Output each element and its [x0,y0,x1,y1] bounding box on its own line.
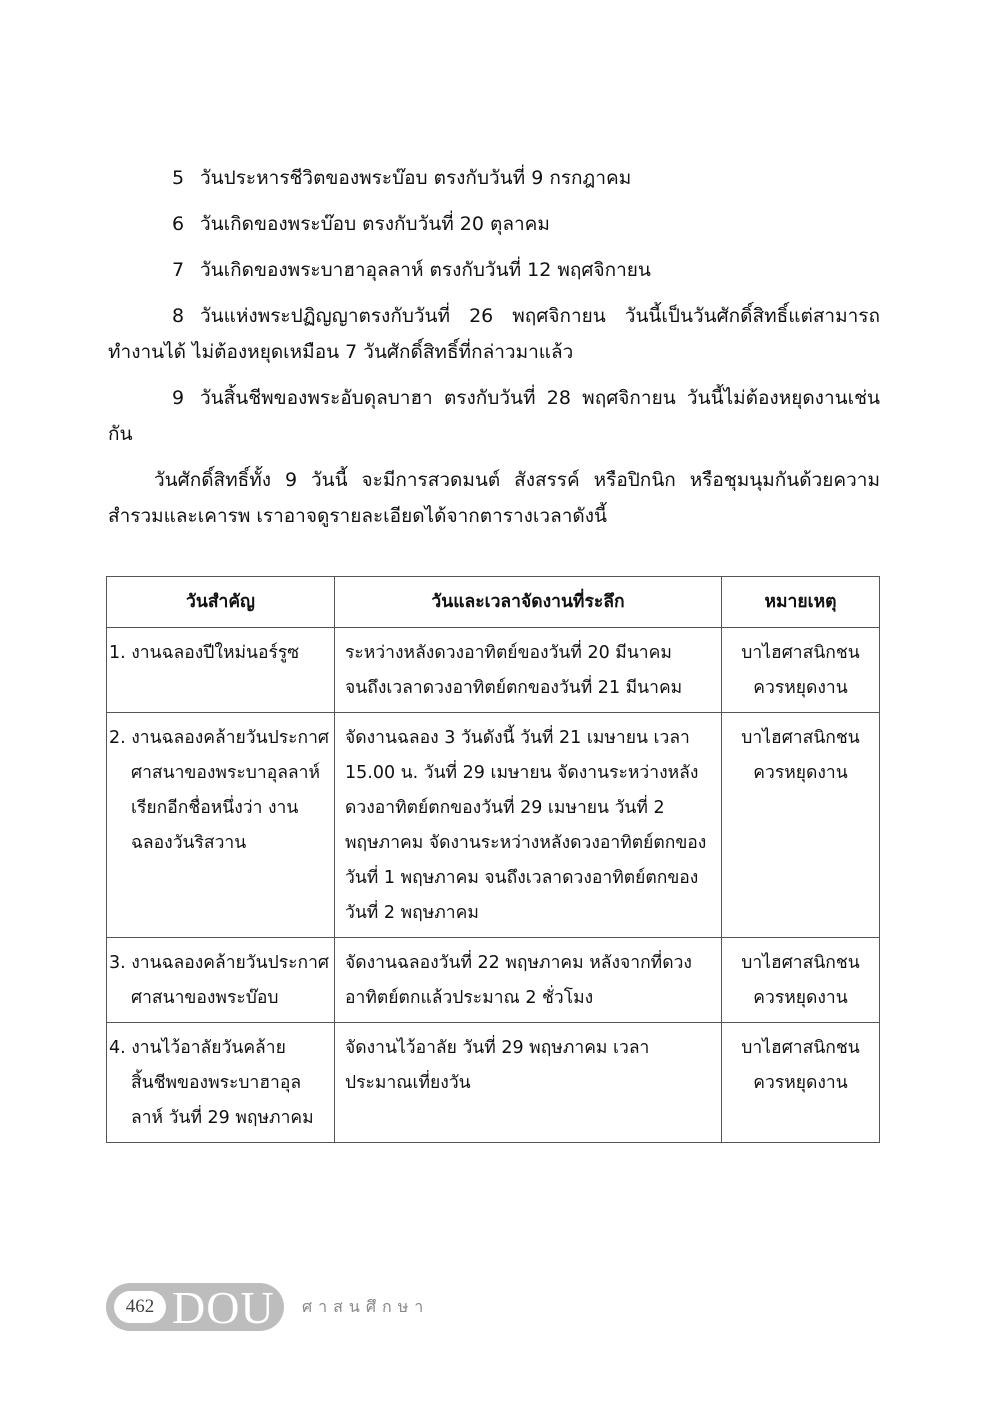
item-number: 7 [172,259,185,281]
dou-badge [106,1283,284,1331]
page-footer [106,1282,429,1332]
item-text: วันแห่งพระปฏิญญาตรงกับวันที่ 26 พฤศจิกายน วันนี้เป็นวันศักดิ์สิทธิ์แต่สามารถทำงานได้ ไม่ต้องหยุดเหมือน 7 วันศักดิ์สิทธิ์ที่กล่าวมาแล้ว [108,305,880,363]
item-number: 9 [172,387,185,409]
cell-time: ระหว่างหลังดวงอาทิตย์ของวันที่ 20 มีนาคม จนถึงเวลาดวงอาทิตย์ตกของวันที่ 21 มีนาคม [335,628,722,713]
cell-time: จัดงานไว้อาลัย วันที่ 29 พฤษภาคม เวลาประมาณเที่ยงวัน [335,1023,722,1143]
list-item [108,160,880,196]
cell-day: 1. งานฉลองปีใหม่นอร์รูซ [107,628,335,713]
cell-time: จัดงานฉลองวันที่ 22 พฤษภาคม หลังจากที่ดวงอาทิตย์ตกแล้วประมาณ 2 ชั่วโมง [335,938,722,1023]
table-row [107,713,880,938]
brand-logo-text: DOU [172,1282,275,1333]
table-row [107,1023,880,1143]
cell-note: บาไฮศาสนิกชน ควรหยุดงาน [722,713,880,938]
item-number: 6 [172,213,185,235]
body-text [108,160,880,534]
list-item [108,298,880,370]
item-number: 5 [172,167,185,189]
header-important-day: วันสำคัญ [107,577,335,628]
holy-days-table [106,576,880,1143]
cell-day: 3. งานฉลองคล้ายวันประกาศศาสนาของพระบ๊อบ [107,938,335,1023]
list-item [108,380,880,452]
subject-title: ศาสนศึกษา [302,1296,430,1316]
cell-day: 4. งานไว้อาลัยวันคล้ายสิ้นชีพของพระบาฮาอุลลาห์ วันที่ 29 พฤษภาคม [107,1023,335,1143]
cell-note: บาไฮศาสนิกชน ควรหยุดงาน [722,1023,880,1143]
item-text: วันสิ้นชีพของพระอับดุลบาฮา ตรงกับวันที่ 28 พฤศจิกายน วันนี้ไม่ต้องหยุดงานเช่นกัน [108,387,880,445]
cell-note: บาไฮศาสนิกชน ควรหยุดงาน [722,938,880,1023]
cell-day: 2. งานฉลองคล้ายวันประกาศศาสนาของพระบาอุลลาห์ เรียกอีกชื่อหนึ่งว่า งานฉลองวันริสวาน [107,713,335,938]
item-text: วันประหารชีวิตของพระบ๊อบ ตรงกับวันที่ 9 กรกฎาคม [200,167,632,189]
item-number: 8 [172,305,185,327]
table-header-row [107,577,880,628]
cell-note: บาไฮศาสนิกชน ควรหยุดงาน [722,628,880,713]
list-item [108,206,880,242]
item-text: วันเกิดของพระบ๊อบ ตรงกับวันที่ 20 ตุลาคม [200,213,550,235]
page-number: 462 [114,1291,166,1323]
summary-paragraph: วันศักดิ์สิทธิ์ทั้ง 9 วันนี้ จะมีการสวดมนต์ สังสรรค์ หรือปิกนิก หรือชุมนุมกันด้วยความสำรวมและเคารพ เราอาจดูรายละเอียดได้จากตารางเวลาดังนี้ [108,469,880,527]
table-row [107,938,880,1023]
header-remarks: หมายเหตุ [722,577,880,628]
header-date-time: วันและเวลาจัดงานที่ระลึก [335,577,722,628]
item-text: วันเกิดของพระบาฮาอุลลาห์ ตรงกับวันที่ 12 พฤศจิกายน [200,259,651,281]
cell-time: จัดงานฉลอง 3 วันดังนี้ วันที่ 21 เมษายน เวลา 15.00 น. วันที่ 29 เมษายน จัดงานระหว่างหลังดวงอาทิตย์ตกของวันที่ 29 เมษายน วันที่ 2 พฤษภาคม จัดงานระหว่างหลังดวงอาทิตย์ตกของวันที่ 1 พฤษภาคม จนถึงเวลาดวงอาทิตย์ตกของวันที่ 2 พฤษภาคม [335,713,722,938]
table-row [107,628,880,713]
list-item [108,252,880,288]
